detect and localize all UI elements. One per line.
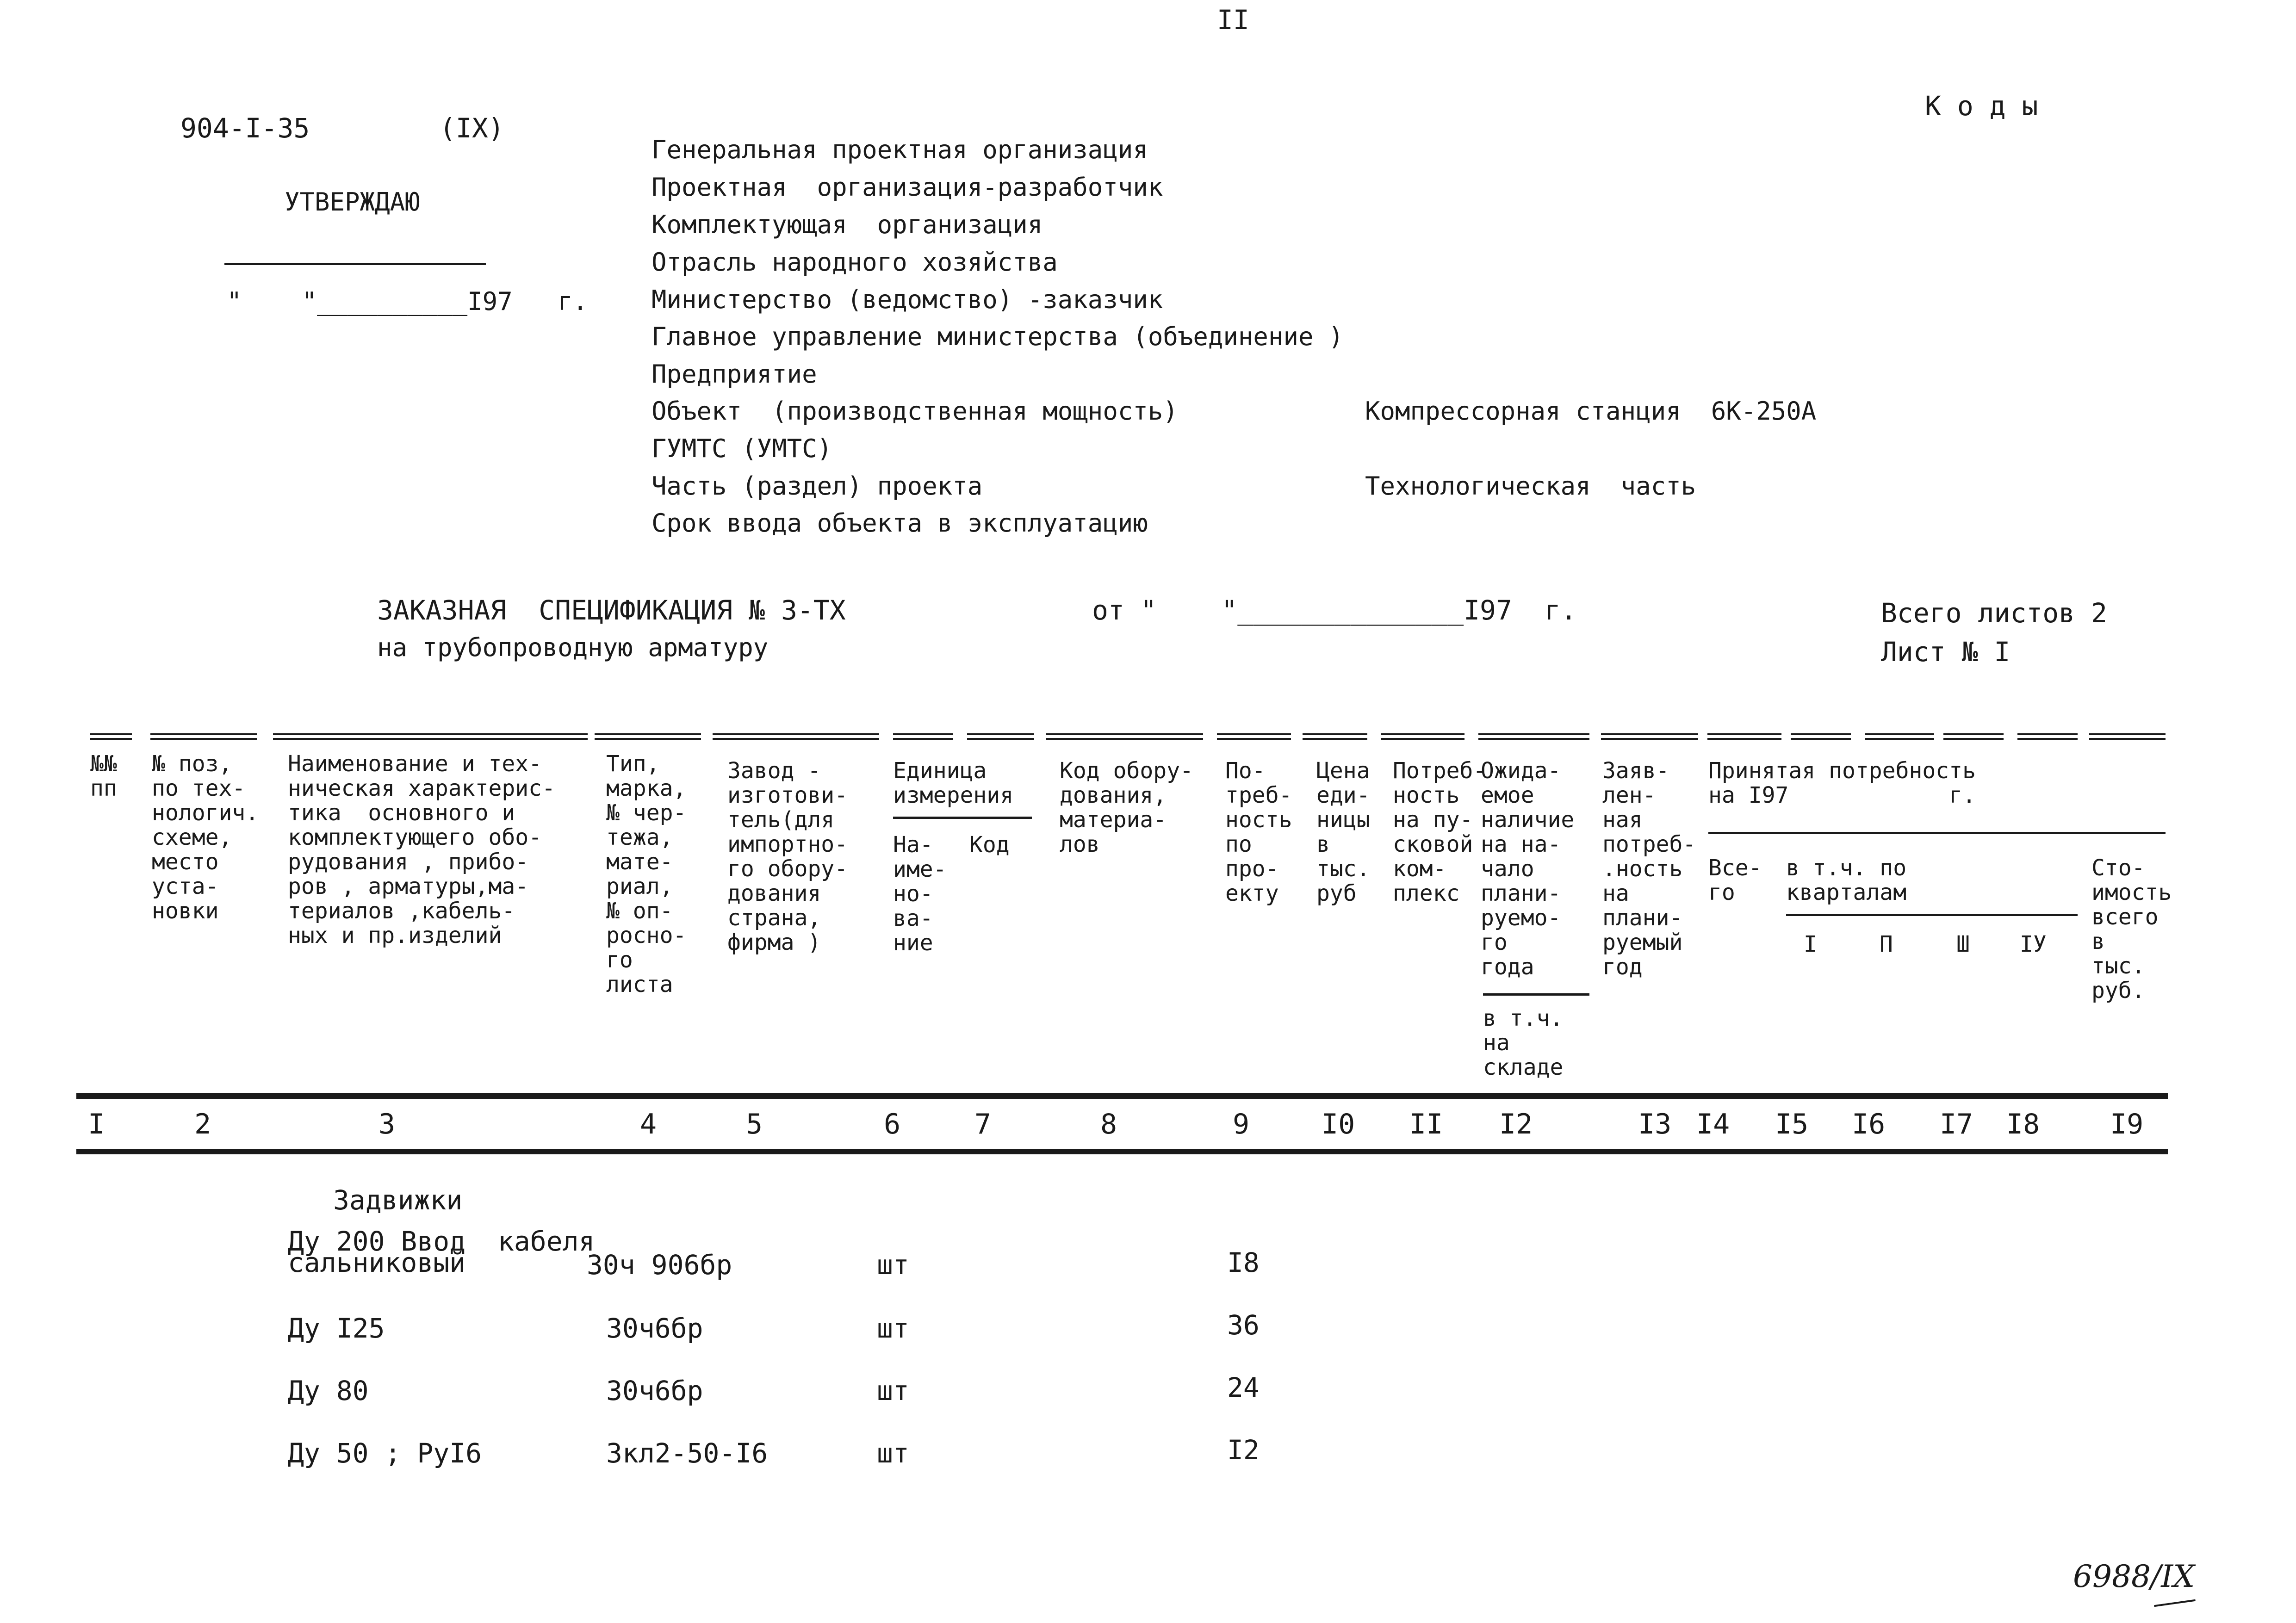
label-main-department: Главное управление министерства (объединение ): [652, 322, 1344, 351]
sheet-number: Лист № I: [1881, 636, 2011, 668]
col-header-startup-need: Потреб- ность на пу- сковой ком- плекс: [1393, 758, 1487, 906]
label-completing-org: Комплектующая организация: [652, 210, 1043, 239]
handwritten-signature: 6988/IX: [2073, 1559, 2195, 1594]
column-numbers-bottom-rule: [76, 1149, 2168, 1154]
header-bottom-rule: [76, 1093, 2168, 1099]
col-header-type: Тип, марка, № чер- тежа, мате- риал, № оп- росно- го листа: [606, 751, 687, 997]
label-project-part: Часть (раздел) проекта: [652, 471, 983, 501]
doc-reference: 904-I-35: [180, 112, 310, 144]
row-type: 30ч 906бр: [587, 1249, 732, 1281]
col-number-16: I6: [1852, 1108, 1886, 1140]
col-header-q1: I: [1804, 931, 1817, 957]
row-name: Ду 200 Ввод кабеля сальниковый: [288, 1226, 595, 1278]
col-header-unit-group: Единица измерения: [893, 758, 1014, 808]
col-header-position: № поз, по тех- нологич. схеме, место уста- новки: [152, 751, 259, 924]
col-header-expected-stock: Ожида- емое наличие на на- чало плани- руемо- го года: [1481, 758, 1575, 980]
col-number-4: 4: [640, 1108, 657, 1140]
col-number-15: I5: [1775, 1108, 1809, 1140]
col-header-quarters: в т.ч. по кварталам: [1786, 855, 1907, 905]
col-header-equipment-code: Код обору- дования, материа- лов: [1060, 758, 1193, 857]
doc-part: (IX): [440, 112, 504, 144]
row-quantity: 24: [1227, 1372, 1260, 1403]
col-number-1: I: [88, 1108, 105, 1140]
row-unit: шт: [877, 1437, 909, 1469]
row-name: Ду 80: [288, 1375, 369, 1406]
col-header-name: Наименование и тех- ническая характерис- тика основного и комплектующего обо- рудования , прибо- ров , арматуры,ма- териалов ,кабель- ных и пр.изделий: [288, 751, 555, 948]
col-header-unit-price: Цена еди- ницы в тыс. руб: [1316, 758, 1370, 906]
spec-title: ЗАКАЗНАЯ СПЕЦИФИКАЦИЯ № 3-ТХ: [377, 595, 846, 626]
col-header-accepted-need: Принятая потребность на I97 г.: [1708, 758, 1976, 808]
approve-title: УТВЕРЖДАЮ: [285, 187, 420, 217]
col-number-6: 6: [884, 1108, 901, 1140]
col-number-17: I7: [1940, 1108, 1973, 1140]
row-name: Ду 50 ; РуI6: [288, 1437, 482, 1469]
page-number: II: [1217, 4, 1249, 36]
col-header-project-need: По- треб- ность по про- екту: [1225, 758, 1292, 906]
label-general-org: Генеральная проектная организация: [652, 135, 1148, 164]
col-header-q4: IУ: [2020, 931, 2047, 957]
col-header-declared-need: Заяв- лен- ная потреб- .ность на плани- руемый год: [1602, 758, 1696, 980]
project-part-value: Технологическая часть: [1365, 471, 1696, 501]
col-header-manufacturer: Завод - изготови- тель(для импортно- го обору- дования страна, фирма ): [727, 758, 848, 955]
approve-signature-line: [224, 263, 486, 265]
label-object: Объект (производственная мощность): [652, 396, 1178, 426]
row-type: 30ч6бр: [606, 1313, 703, 1344]
row-unit: шт: [877, 1249, 909, 1281]
col-header-unit-name: На- име- но- ва- ние: [893, 832, 947, 956]
label-design-org: Проектная организация-разработчик: [652, 173, 1163, 202]
col-number-19: I9: [2110, 1108, 2144, 1140]
label-ministry: Министерство (ведомство) -заказчик: [652, 285, 1163, 314]
col-number-14: I4: [1696, 1108, 1730, 1140]
spec-date: от " "______________I97 г.: [1092, 595, 1577, 626]
col-number-12: I2: [1499, 1108, 1533, 1140]
col-header-unit-code: Код: [969, 832, 1010, 858]
col-number-11: II: [1409, 1108, 1443, 1140]
row-quantity: I2: [1227, 1434, 1260, 1466]
group-title: Задвижки: [333, 1184, 463, 1216]
col-number-18: I8: [2006, 1108, 2040, 1140]
label-industry: Отрасль народного хозяйства: [652, 248, 1058, 277]
col-header-number: №№ пп: [90, 751, 117, 801]
row-quantity: I8: [1227, 1247, 1260, 1278]
row-name: Ду I25: [288, 1313, 385, 1344]
object-value: Компрессорная станция 6К-250А: [1365, 396, 1817, 426]
col-number-10: I0: [1322, 1108, 1355, 1140]
col-number-8: 8: [1100, 1108, 1117, 1140]
approve-date: " "__________I97 г.: [227, 287, 588, 316]
row-type: 3кл2-50-I6: [606, 1437, 768, 1469]
label-gumts: ГУМТС (УМТС): [652, 434, 832, 463]
col-number-13: I3: [1638, 1108, 1672, 1140]
col-header-q3: Ш: [1956, 931, 1970, 957]
row-unit: шт: [877, 1313, 909, 1344]
label-enterprise: Предприятие: [652, 359, 817, 389]
codes-label: К о д ы: [1925, 90, 2038, 122]
col-number-2: 2: [194, 1108, 211, 1140]
row-quantity: 36: [1227, 1309, 1260, 1341]
row-unit: шт: [877, 1375, 909, 1406]
col-header-total: Все- го: [1708, 855, 1762, 905]
sheets-total: Всего листов 2: [1881, 597, 2107, 629]
col-number-7: 7: [974, 1108, 992, 1140]
col-number-5: 5: [746, 1108, 763, 1140]
col-header-cost: Сто- имость всего в тыс. руб.: [2091, 855, 2172, 1004]
label-commission-date: Срок ввода объекта в эксплуатацию: [652, 508, 1148, 538]
spec-subtitle: на трубопроводную арматуру: [377, 633, 769, 662]
signature-underline: [2154, 1599, 2196, 1607]
col-header-in-stock: в т.ч. на складе: [1483, 1005, 1564, 1080]
col-header-q2: П: [1880, 931, 1893, 957]
row-type: 30ч6бр: [606, 1375, 703, 1406]
col-number-3: 3: [379, 1108, 396, 1140]
col-number-9: 9: [1233, 1108, 1250, 1140]
